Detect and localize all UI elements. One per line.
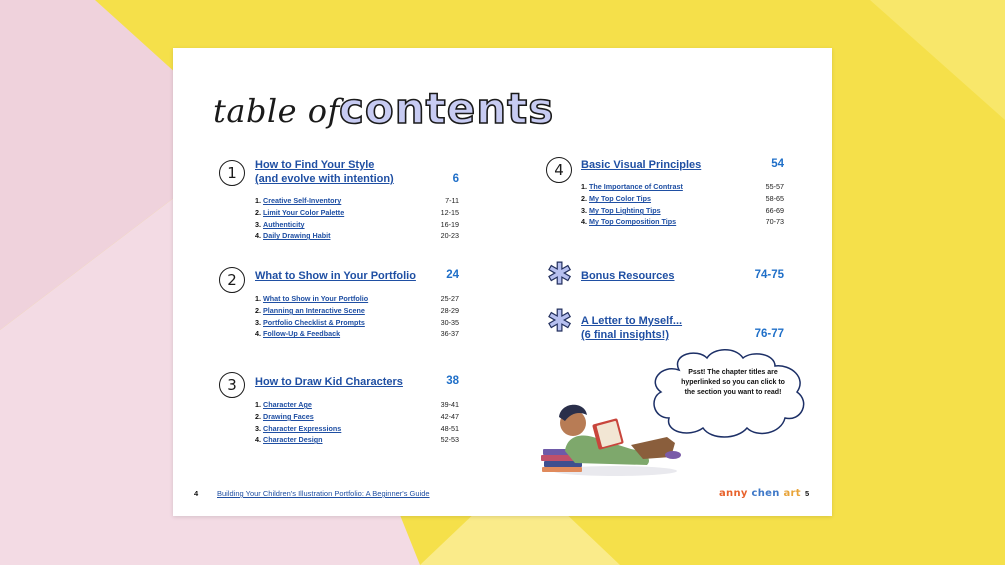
toc-item-page: 36-37 (440, 329, 459, 338)
toc-item[interactable]: 4. Follow-Up & Feedback (255, 329, 341, 338)
toc-item[interactable]: 4. Character Design (255, 435, 323, 444)
toc-item[interactable]: 2. My Top Color Tips (581, 194, 652, 203)
left-page-number: 4 (194, 489, 199, 498)
chapter-title-letter-line-2[interactable]: (6 final insights!) (581, 329, 669, 341)
toc-item-page: 39-41 (440, 400, 459, 409)
document-page (173, 48, 832, 516)
asterisk-icon: ✱ (547, 258, 573, 291)
toc-item[interactable]: 1. What to Show in Your Portfolio (255, 294, 369, 303)
toc-item[interactable]: 1. Creative Self-Inventory (255, 196, 342, 205)
chapter-page-4: 54 (771, 158, 784, 170)
chapter-title-3[interactable]: How to Draw Kid Characters (255, 376, 403, 388)
brand-word-3: art (783, 488, 801, 499)
toc-item[interactable]: 3. Portfolio Checklist & Prompts (255, 318, 365, 327)
toc-item-page: 16-19 (440, 220, 459, 229)
chapter-title-bonus[interactable]: Bonus Resources (581, 270, 675, 282)
chapter-number-3: 3 (219, 372, 245, 398)
chapter-page-bonus: 74-75 (754, 269, 784, 281)
toc-item-page: 12-15 (440, 208, 459, 217)
toc-item-page: 52-53 (440, 435, 459, 444)
reading-child-illustration (535, 393, 685, 478)
toc-item-page: 58-65 (765, 194, 784, 203)
chapter-title-2[interactable]: What to Show in Your Portfolio (255, 270, 416, 282)
asterisk-icon: ✱ (547, 305, 573, 338)
title-bubble-text: contents (339, 84, 555, 133)
chapter-page-letter: 76-77 (754, 328, 784, 340)
toc-item[interactable]: 1. The Importance of Contrast (581, 182, 683, 191)
toc-item[interactable]: 4. My Top Composition Tips (581, 217, 677, 226)
brand-word-2: chen (751, 488, 780, 499)
chapter-title-1-line-1[interactable]: How to Find Your Style (255, 159, 375, 171)
toc-item-page: 28-29 (440, 306, 459, 315)
cloud-note-text: Psst! The chapter titles are hyperlinked so you can click to the section you want to read! (681, 369, 785, 396)
chapter-page-2: 24 (446, 269, 459, 281)
toc-item[interactable]: 2. Limit Your Color Palette (255, 208, 345, 217)
right-page-number: 5 (805, 489, 810, 498)
toc-item[interactable]: 3. Character Expressions (255, 424, 342, 433)
chapter-number-2: 2 (219, 267, 245, 293)
chapter-title-1-line-2[interactable]: (and evolve with intention) (255, 173, 394, 185)
toc-item-page: 30-35 (440, 318, 459, 327)
chapter-title-letter-line-1[interactable]: A Letter to Myself... (581, 315, 683, 327)
chapter-number-4: 4 (546, 157, 572, 183)
brand-logo (719, 488, 801, 499)
toc-item-page: 70-73 (765, 217, 784, 226)
toc-item[interactable]: 4. Daily Drawing Habit (255, 231, 331, 240)
toc-item-page: 20-23 (440, 231, 459, 240)
brand-word-1: anny (719, 488, 748, 499)
toc-item[interactable]: 1. Character Age (255, 400, 312, 409)
toc-item-page: 25-27 (440, 294, 459, 303)
toc-item-page: 55-57 (765, 182, 784, 191)
toc-item[interactable]: 3. Authenticity (255, 220, 305, 229)
toc-item[interactable]: 2. Drawing Faces (255, 412, 314, 421)
toc-item[interactable]: 2. Planning an Interactive Scene (255, 306, 365, 315)
footer-book-title[interactable]: Building Your Children's Illustration Portfolio: A Beginner's Guide (217, 489, 430, 498)
toc-item-page: 7-11 (445, 196, 459, 205)
toc-item[interactable]: 3. My Top Lighting Tips (581, 206, 661, 215)
chapter-page-3: 38 (446, 375, 459, 387)
toc-item-page: 48-51 (440, 424, 459, 433)
toc-item-page: 66-69 (765, 206, 784, 215)
chapter-number-1: 1 (219, 160, 245, 186)
title-script-text: table of (213, 92, 340, 130)
toc-item-page: 42-47 (440, 412, 459, 421)
chapter-page-1: 6 (452, 173, 459, 185)
chapter-title-4[interactable]: Basic Visual Principles (581, 159, 702, 171)
